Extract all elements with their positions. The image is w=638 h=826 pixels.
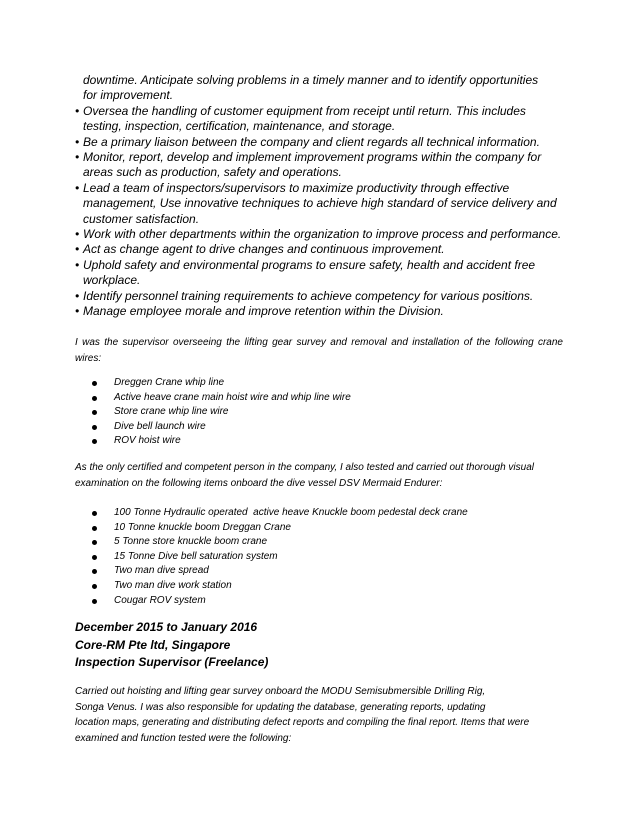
paragraph-line: examined and function tested were the following:	[75, 732, 292, 744]
bullet-icon	[92, 396, 97, 401]
bullet-icon: •	[75, 180, 80, 195]
list-item	[75, 242, 575, 257]
list-item	[75, 104, 575, 135]
list-item-line: Uphold safety and environmental programs to ensure safety, health and accident free	[83, 257, 536, 272]
list-item: Two man dive spread	[92, 564, 552, 579]
list-item: Dreggen Crane whip line	[92, 376, 552, 391]
list-item-line: Monitor, report, develop and implement improvement programs within the company for	[83, 150, 542, 165]
bullet-icon	[92, 599, 97, 604]
crane-wires-paragraph: I was the supervisor overseeing the lifting gear survey and removal and installation of the following crane wires:	[75, 337, 563, 364]
job-description-paragraph	[75, 684, 575, 746]
list-item-line: Oversea the handling of customer equipment from receipt until return. This includes	[83, 103, 526, 118]
bullet-icon	[92, 569, 97, 574]
bullet-icon: •	[75, 103, 80, 118]
bullet-icon: •	[75, 288, 80, 303]
bullet-icon	[92, 511, 97, 516]
list-item-line: Work with other departments within the organization to improve process and performance.	[83, 227, 562, 242]
list-item-line: workplace.	[83, 273, 141, 288]
paragraph-line: Songa Venus. I was also responsible for updating the database, generating reports, updating	[75, 701, 486, 713]
list-item-line: downtime. Anticipate solving problems in a timely manner and to identify opportunities	[83, 73, 539, 87]
bullet-icon: •	[75, 304, 80, 319]
list-item	[75, 135, 575, 150]
job-title: Inspection Supervisor (Freelance)	[75, 655, 269, 669]
list-item: 5 Tonne store knuckle boom crane	[92, 535, 552, 550]
job-period: December 2015 to January 2016	[75, 620, 258, 634]
bullet-icon: •	[75, 150, 80, 165]
bullet-icon	[92, 410, 97, 415]
list-item-line: management, Use innovative techniques to achieve high standard of service delivery and	[83, 196, 557, 211]
bullet-icon	[92, 439, 97, 444]
list-item: Active heave crane main hoist wire and whip line wire	[92, 391, 552, 406]
bullet-icon: •	[75, 227, 80, 242]
certified-paragraph: As the only certified and competent person in the company, I also tested and carried out thorough visual examination on the following items onboard the dive vessel DSV Mermaid Endurer:	[75, 462, 534, 489]
list-item: 10 Tonne knuckle boom Dreggan Crane	[92, 521, 552, 536]
list-item: Dive bell launch wire	[92, 420, 552, 435]
list-item	[75, 227, 575, 242]
list-item-line: testing, inspection, certification, maintenance, and storage.	[83, 119, 396, 134]
bullet-icon	[92, 555, 97, 560]
list-item	[75, 181, 575, 227]
job-company: Core-RM Pte ltd, Singapore	[75, 637, 231, 652]
paragraph-line: location maps, generating and distributing defect reports and compiling the final report. Items that were	[75, 717, 530, 729]
bullet-icon: •	[75, 134, 80, 149]
list-item-line: customer satisfaction.	[83, 211, 200, 226]
list-item	[75, 258, 575, 289]
bullet-icon	[92, 540, 97, 545]
list-item	[75, 150, 575, 181]
list-item-line: Act as change agent to drive changes and continuous improvement.	[83, 242, 445, 257]
bullet-icon	[92, 381, 97, 386]
list-item-line: Identify personnel training requirements to achieve competency for various positions.	[83, 288, 534, 303]
list-item-line: Be a primary liaison between the company and client regards all technical information.	[83, 134, 540, 149]
list-item: 15 Tonne Dive bell saturation system	[92, 550, 552, 565]
bullet-icon	[92, 584, 97, 589]
bullet-icon: •	[75, 257, 80, 272]
responsibilities-list	[75, 73, 575, 320]
list-item	[75, 73, 575, 104]
bullet-icon	[92, 526, 97, 531]
list-item-line: areas such as production, safety and operations.	[83, 165, 342, 180]
list-item	[75, 289, 575, 304]
bullet-icon	[92, 425, 97, 430]
examined-items-list	[92, 506, 552, 608]
crane-wires-list	[92, 376, 552, 449]
paragraph-line: Carried out hoisting and lifting gear survey onboard the MODU Semisubmersible Drilling Rig,	[75, 686, 486, 697]
list-item: 100 Tonne Hydraulic operated active heave Knuckle boom pedestal deck crane	[92, 506, 552, 521]
job-heading	[75, 619, 268, 672]
list-item-line: Manage employee morale and improve retention within the Division.	[83, 304, 444, 319]
list-item-line: Lead a team of inspectors/supervisors to maximize productivity through effective	[83, 180, 510, 195]
list-item: ROV hoist wire	[92, 434, 552, 449]
list-item-line: for improvement.	[83, 88, 174, 103]
list-item: Cougar ROV system	[92, 594, 552, 609]
list-item: Two man dive work station	[92, 579, 552, 594]
list-item	[75, 304, 575, 319]
bullet-icon: •	[75, 242, 80, 257]
list-item: Store crane whip line wire	[92, 405, 552, 420]
